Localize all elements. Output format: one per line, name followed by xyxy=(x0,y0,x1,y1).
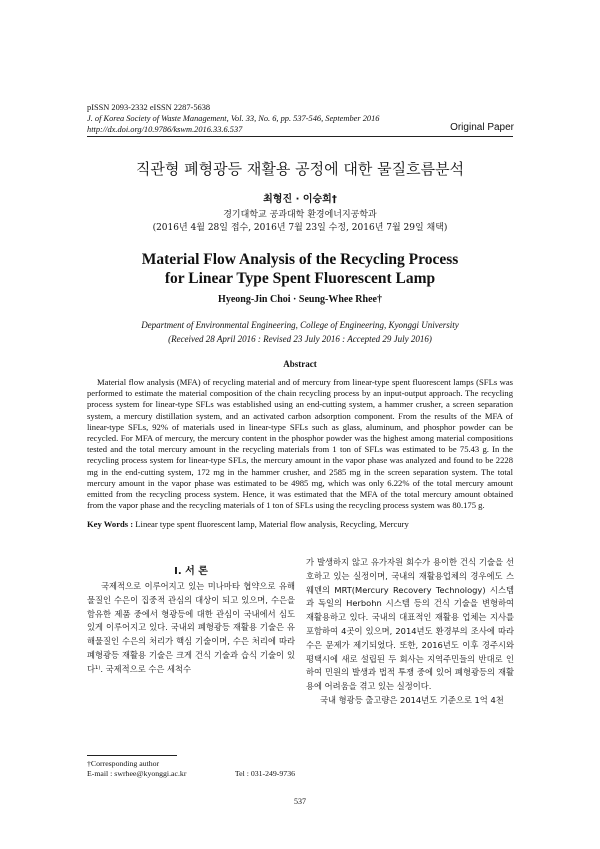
body-column-left xyxy=(87,580,295,677)
corresponding-author: †Corresponding author xyxy=(87,759,160,768)
abstract-text: Material flow analysis (MFA) of recycling material and of mercury from linear-type spent fluorescent lamps (SFLs was performed to estimate the material composition of the chain recycling process by an input-output approach. The recycling process system for linear-type SFLs was established using an end-cutting system, a hammer crusher, a screen separation system, a mercury distillation system, and an activated carbon adsorption component. From the results of the MFA of linear-type SFLs, 92% of materials used in linear-type SFLs such as glass, aluminum, and phosphor powder can be recycled. For MFA of mercury, the mercury content in the phosphor powder was the highest among material compositions tested and the total mercury amount in the recycling materials from 1 ton of SFLs was estimated to be 75.43 g. In the recycling process system for linear-type SFLs, the mercury amount in the vapor phase was analyzed and found to be 2228 mg in the end-cutting system, 172 mg in the hammer crusher, and 2585 mg in the screen separation system. The total mercury amount in the vapor phase was estimated to be 4985 mg, which was only 6.22% of the total mercury amount emitted from the recycling process system. Hence, it was estimated that the MFA of the total mercury amount obtained from the vapor phase and the recycling materials of 1 ton of SFLs using the recycling process system was 80.175 g. xyxy=(87,377,513,511)
english-title-line2: for Linear Type Spent Fluorescent Lamp xyxy=(164,270,436,287)
doi-link[interactable]: http://dx.doi.org/10.9786/kswm.2016.33.6.537 xyxy=(87,125,243,135)
body-column-right xyxy=(306,556,514,708)
journal-header xyxy=(87,102,379,136)
issn-line: pISSN 2093-2332 eISSN 2287-5638 xyxy=(87,103,211,112)
abstract-heading: Abstract xyxy=(283,359,317,369)
section-heading: I. 서 론 xyxy=(174,566,208,577)
header-rule xyxy=(87,136,513,137)
intro-paragraph-3: 국내 형광등 출고량은 2014년도 기준으로 1억 4천 xyxy=(320,694,504,705)
english-dates: (Received 28 April 2016 : Revised 23 July 2016 : Accepted 29 July 2016) xyxy=(168,334,432,344)
korean-title: 직관형 폐형광등 재활용 공정에 대한 물질흐름분석 xyxy=(135,160,465,178)
author-tel: Tel : 031-249-9736 xyxy=(234,769,295,778)
korean-affiliation: 경기대학교 공과대학 환경에너지공학과 xyxy=(223,210,377,220)
journal-citation: J. of Korea Society of Waste Management, Vol. 33, No. 6, pp. 537-546, September 2016 xyxy=(87,114,380,124)
page-number: 537 xyxy=(294,797,306,806)
author-email[interactable]: E-mail : swrhee@kyonggi.ac.kr xyxy=(87,769,187,778)
english-title xyxy=(0,250,600,288)
keywords-label: Key Words : xyxy=(87,519,134,529)
footnote xyxy=(87,759,295,779)
english-authors: Hyeong-Jin Choi · Seung-Whee Rhee† xyxy=(218,294,382,305)
paper-type-label: Original Paper xyxy=(450,122,514,133)
intro-paragraph-2: 가 발생하지 않고 유가자원 회수가 용이한 건식 기술을 선호하고 있는 실정이며, 국내의 재활용업체의 경우에도 스웨덴의 MRT(Mercury Recovery Technology) 시스템과 독일의 Herbohn 시스템 등의 건식 기술을 변형하여 재활용하고 있다. 국내의 대표적인 재활용 업체는 지사를 포함하여 4곳이 있으며, 2014년도 환경부의 조사에 따라 수은 문제가 제기되었다. 또한, 2016년도 이후 경주시와 평택시에 새로 설립된 두 회사는 지역주민들의 반대로 인하여 민원의 발생과 법적 투쟁 중에 있어 폐형광등의 재활용에 어려움을 겪고 있는 실정이다. xyxy=(306,557,514,692)
intro-paragraph-1: 국제적으로 이루어지고 있는 미나마타 협약으로 유해물질인 수은이 집중적 관심의 대상이 되고 있으며, 수은을 함유한 제품 중에서 형광등에 대한 관심이 국내에서 심도 있게 이루어지고 있다. 국내외 폐형광등 재활용 기술은 유해물질인 수은의 처리가 핵심 기술이며, 수은 처리에 따라 폐형광등 재활용 기술은 크게 건식 기술과 습식 기술이 있다¹⁾. 국제적으로 수은 세척수 xyxy=(87,581,295,674)
english-affiliation: Department of Environmental Engineering, College of Engineering, Kyonggi University xyxy=(141,320,459,330)
keywords xyxy=(87,519,513,530)
keywords-list: Linear type spent fluorescent lamp, Material flow analysis, Recycling, Mercury xyxy=(133,519,409,529)
korean-authors: 최형진 · 이승희† xyxy=(263,194,337,205)
footnote-rule xyxy=(87,755,177,756)
english-title-line1: Material Flow Analysis of the Recycling Process xyxy=(141,251,459,268)
korean-dates: (2016년 4월 28일 접수, 2016년 7월 23일 수정, 2016년 7월 29일 채택) xyxy=(152,223,448,233)
